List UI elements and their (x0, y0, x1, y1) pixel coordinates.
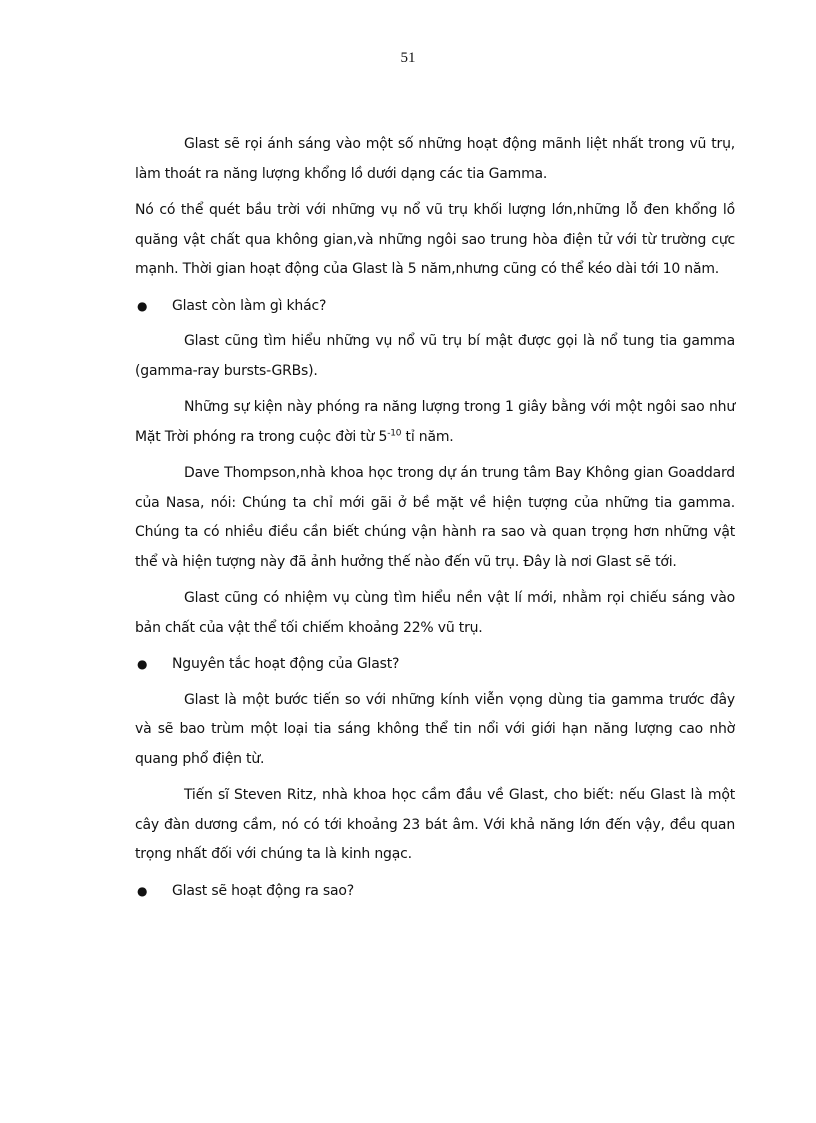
bullet-item-label: Nguyên tắc hoạt động của Glast? (172, 656, 400, 672)
bullet-item-label: Glast còn làm gì khác? (172, 297, 327, 314)
page-number: 51 (400, 50, 416, 66)
energy-text: Những sự kiện này phóng ra năng lượng trong 1 giây bằng với một ngôi sao như Mặt Trời phóng ra trong cuộc đời từ 5 (135, 399, 735, 445)
bullet-item-principle (135, 650, 735, 680)
document-body (135, 130, 735, 912)
bullet-item-what-else (135, 292, 735, 322)
paragraph-energy (135, 393, 735, 452)
paragraph-steven-ritz: Tiến sĩ Steven Ritz, nhà khoa học cầm đầu về Glast, cho biết: nếu Glast là một cây đàn dương cầm, nó có tới khoảng 23 bát âm. Với khả năng lớn đến vậy, đều quan trọng nhất đối với chúng ta là kinh ngạc. (135, 787, 735, 862)
paragraph-grb: Glast cũng tìm hiểu những vụ nổ vũ trụ bí mật được gọi là nổ tung tia gamma (gamma-ray bursts-GRBs). (135, 333, 735, 379)
paragraph-glast-scan: Nó có thể quét bầu trời với những vụ nổ vũ trụ khối lượng lớn,những lỗ đen khổng lồ quăng vật chất qua không gian,và những ngôi sao trung hòa điện tử với từ trường cực mạnh. Thời gian hoạt động của Glast là 5 năm,nhưng cũng có thể kéo dài tới 10 năm. (135, 202, 735, 277)
paragraph-telescope: Glast là một bước tiến so với những kính viễn vọng dùng tia gamma trước đây và sẽ bao trùm một loại tia sáng không thể tin nổi với giới hạn năng lượng cao nhờ quang phổ điện từ. (135, 691, 735, 767)
bullet-icon: ● (137, 298, 148, 313)
paragraph-dave-thompson: Dave Thompson,nhà khoa học trong dự án trung tâm Bay Không gian Goaddard của Nasa, nói: Chúng ta chỉ mới gãi ở bề mặt về hiện tượng của những tia gamma. Chúng ta có nhiều điều cần biết chúng vận hành ra sao và quan trọng hơn những vật thể và hiện tượng này đã ảnh hưởng thế nào đến vũ trụ. Đây là nơi Glast sẽ tới. (135, 465, 735, 570)
paragraph-new-physics: Glast cũng có nhiệm vụ cùng tìm hiểu nền vật lí mới, nhằm rọi chiếu sáng vào bản chất của vật thể tối chiếm khoảng 22% vũ trụ. (135, 590, 735, 636)
paragraph-glast-intro: Glast sẽ rọi ánh sáng vào một số những hoạt động mãnh liệt nhất trong vũ trụ, làm thoát ra năng lượng khổng lồ dưới dạng các tia Gamma. (135, 136, 735, 182)
bullet-item-how-operate (135, 877, 735, 907)
bullet-icon: ● (137, 883, 148, 898)
bullet-icon: ● (137, 657, 148, 671)
energy-superscript: -10 (387, 427, 402, 438)
energy-text-end: tỉ năm. (401, 428, 454, 445)
bullet-item-label: Glast sẽ hoạt động ra sao? (172, 882, 354, 899)
